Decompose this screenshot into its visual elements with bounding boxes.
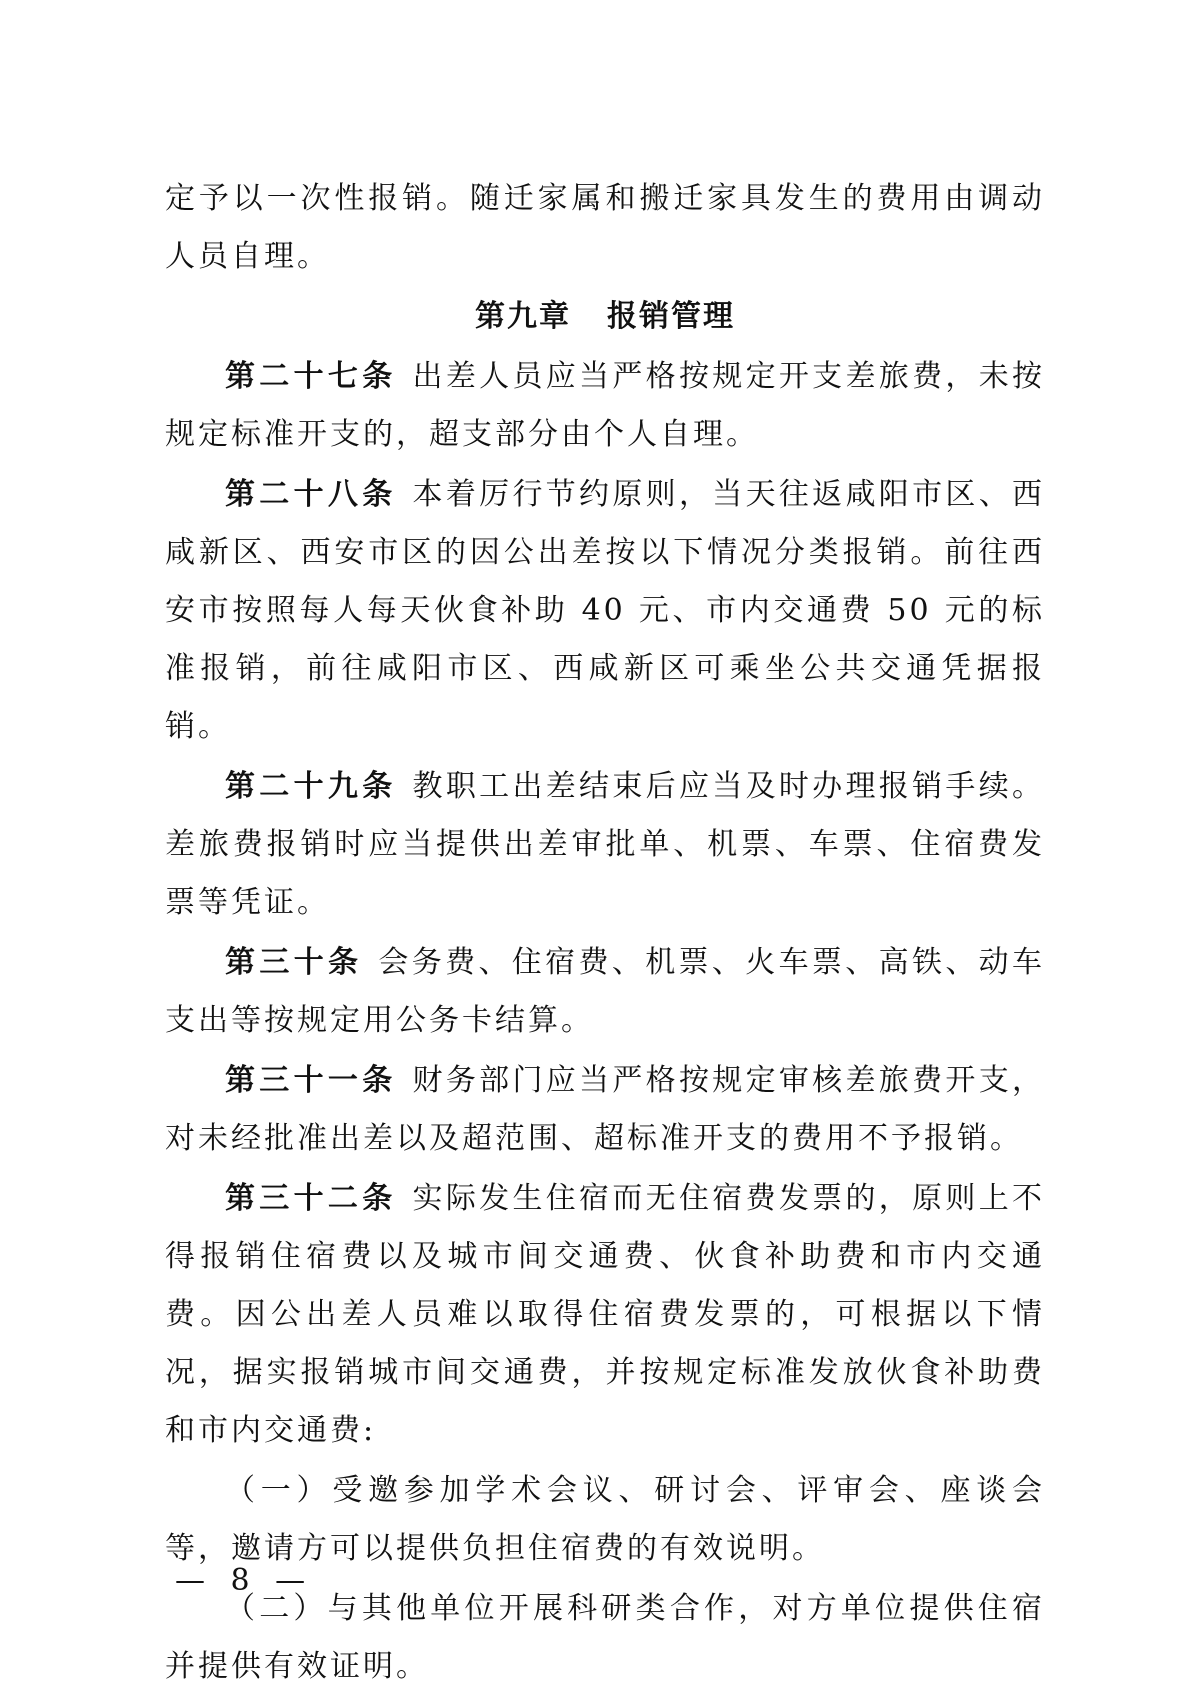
chapter-number: 第九章: [475, 299, 571, 334]
list-item-1: （一）受邀参加学术会议、研讨会、评审会、座谈会等，邀请方可以提供负担住宿费的有效说明。: [165, 1473, 1045, 1566]
article-number: 第二十七条: [225, 359, 397, 394]
article-number: 第二十八条: [225, 477, 397, 512]
article-28: [165, 466, 1045, 756]
chapter-title: 报销管理: [607, 299, 735, 334]
article-number: 第三十条: [225, 945, 363, 980]
article-text: 会务费、住宿费、机票、火车票、高铁、动车支出等按规定用公务卡结算。: [165, 945, 1046, 1038]
list-item-2: （二）与其他单位开展科研类合作，对方单位提供住宿并提供有效证明。: [165, 1591, 1045, 1684]
article-number: 第三十一条: [225, 1063, 397, 1098]
article-29: [165, 758, 1045, 932]
article-text: 本着厉行节约原则，当天往返咸阳市区、西咸新区、西安市区的因公出差按以下情况分类报销。前往西安市按照每人每天伙食补助 40 元、市内交通费 50 元的标准报销，前往咸阳市区、西咸新区可乘坐公共交通凭据报销。: [165, 477, 1046, 744]
intro-paragraph: 定予以一次性报销。随迁家属和搬迁家具发生的费用由调动人员自理。: [165, 181, 1045, 274]
article-30: [165, 934, 1045, 1050]
article-text: 实际发生住宿而无住宿费发票的，原则上不得报销住宿费以及城市间交通费、伙食补助费和市内交通费。因公出差人员难以取得住宿费发票的，可根据以下情况，据实报销城市间交通费，并按规定标准发放伙食补助费和市内交通费:: [165, 1181, 1046, 1448]
article-32: [165, 1170, 1045, 1460]
article-number: 第二十九条: [225, 769, 397, 804]
document-body: [165, 170, 1045, 1698]
article-31: [165, 1052, 1045, 1168]
article-27: [165, 348, 1045, 464]
article-text: 财务部门应当严格按规定审核差旅费开支，对未经批准出差以及超范围、超标准开支的费用不予报销。: [165, 1063, 1046, 1156]
article-number: 第三十二条: [225, 1181, 397, 1216]
article-text: 教职工出差结束后应当及时办理报销手续。差旅费报销时应当提供出差审批单、机票、车票、住宿费发票等凭证。: [165, 769, 1046, 920]
chapter-heading: [165, 288, 1045, 346]
page-number: — 8 —: [175, 1563, 314, 1598]
article-text: 出差人员应当严格按规定开支差旅费，未按规定标准开支的，超支部分由个人自理。: [165, 359, 1046, 452]
